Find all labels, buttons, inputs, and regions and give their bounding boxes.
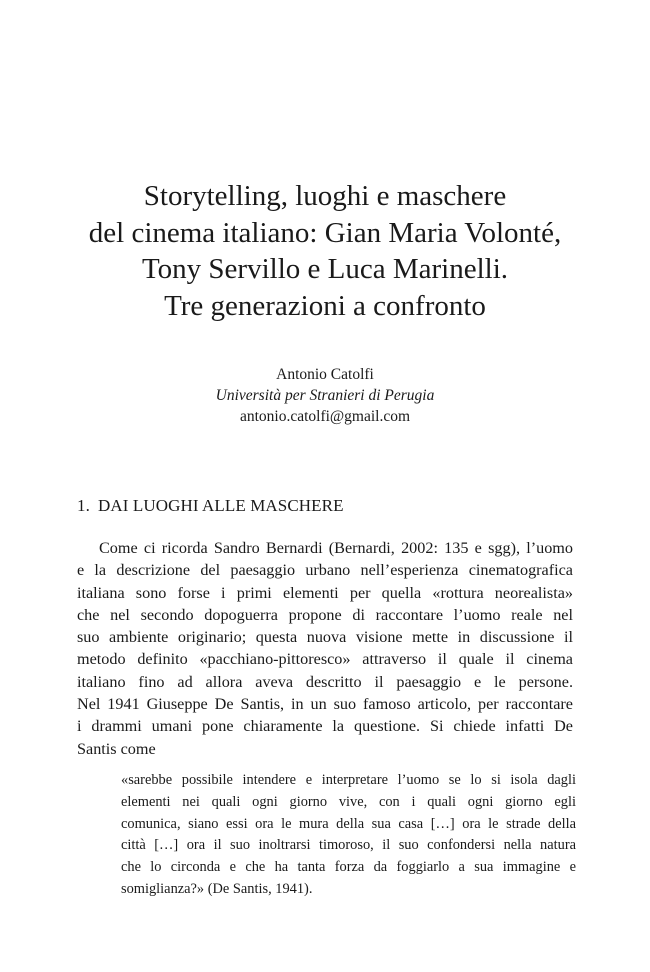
quote-line: elementi nei quali ogni giorno vive, con i quali ogni giorno egli — [121, 793, 576, 810]
title-line: Tre generazioni a confronto — [164, 289, 486, 322]
paragraph-line: Come ci ricorda Sandro Bernardi (Bernardi, 2002: 135 e sgg), l’uomo — [99, 539, 573, 557]
author-name: Antonio Catolfi — [276, 366, 374, 383]
quote-line: comunica, siano essi ora le mura della sua casa […] ora le strade della — [121, 815, 576, 832]
paragraph-line: i drammi umani pone chiaramente la questione. Si chiede infatti De — [77, 717, 573, 736]
article-title — [0, 178, 650, 324]
author-affiliation: Università per Stranieri di Perugia — [215, 387, 435, 404]
quote-line: somiglianza?» (De Santis, 1941). — [121, 880, 313, 897]
quote-line: città […] ora il suo inoltrarsi timoroso, il suo confondersi nella natura — [121, 837, 576, 854]
title-line: del cinema italiano: Gian Maria Volonté, — [88, 216, 562, 249]
paragraph-line: Nel 1941 Giuseppe De Santis, in un suo famoso articolo, per raccontare — [77, 695, 573, 714]
block-quote — [121, 770, 576, 901]
author-info — [0, 364, 650, 427]
section-number: 1. — [77, 496, 90, 515]
paragraph-line: metodo definito «pacchiano-pittoresco» attraverso il quale il cinema — [77, 650, 573, 669]
section-title: DAI LUOGHI ALLE MASCHERE — [98, 496, 344, 515]
paragraph-line: suo ambiente originario; questa nuova visione mette in discussione il — [77, 628, 573, 647]
paragraph-line: italiana sono forse i primi elementi per quella «rottura neorealista» — [77, 583, 573, 602]
title-line: Tony Servillo e Luca Marinelli. — [141, 253, 508, 285]
section-heading — [77, 495, 344, 517]
author-email: antonio.catolfi@gmail.com — [239, 408, 411, 425]
paragraph-line: Santis come — [77, 739, 156, 758]
quote-line: che lo circonda e che ha tanta forza da foggiarlo a sua immagine e — [121, 859, 576, 876]
paragraph-line: che nel secondo dopoguerra propone di raccontare l’uomo reale nel — [77, 605, 573, 624]
paragraph-line: e la descrizione del paesaggio urbano nell’esperienza cinematografica — [77, 561, 573, 580]
quote-line: «sarebbe possibile intendere e interpretare l’uomo se lo si isola dagli — [121, 772, 576, 788]
title-line: Storytelling, luoghi e maschere — [143, 180, 507, 212]
body-paragraph — [77, 537, 573, 760]
paragraph-line: italiano fino ad allora aveva descritto il paesaggio e le persone. — [77, 672, 573, 691]
